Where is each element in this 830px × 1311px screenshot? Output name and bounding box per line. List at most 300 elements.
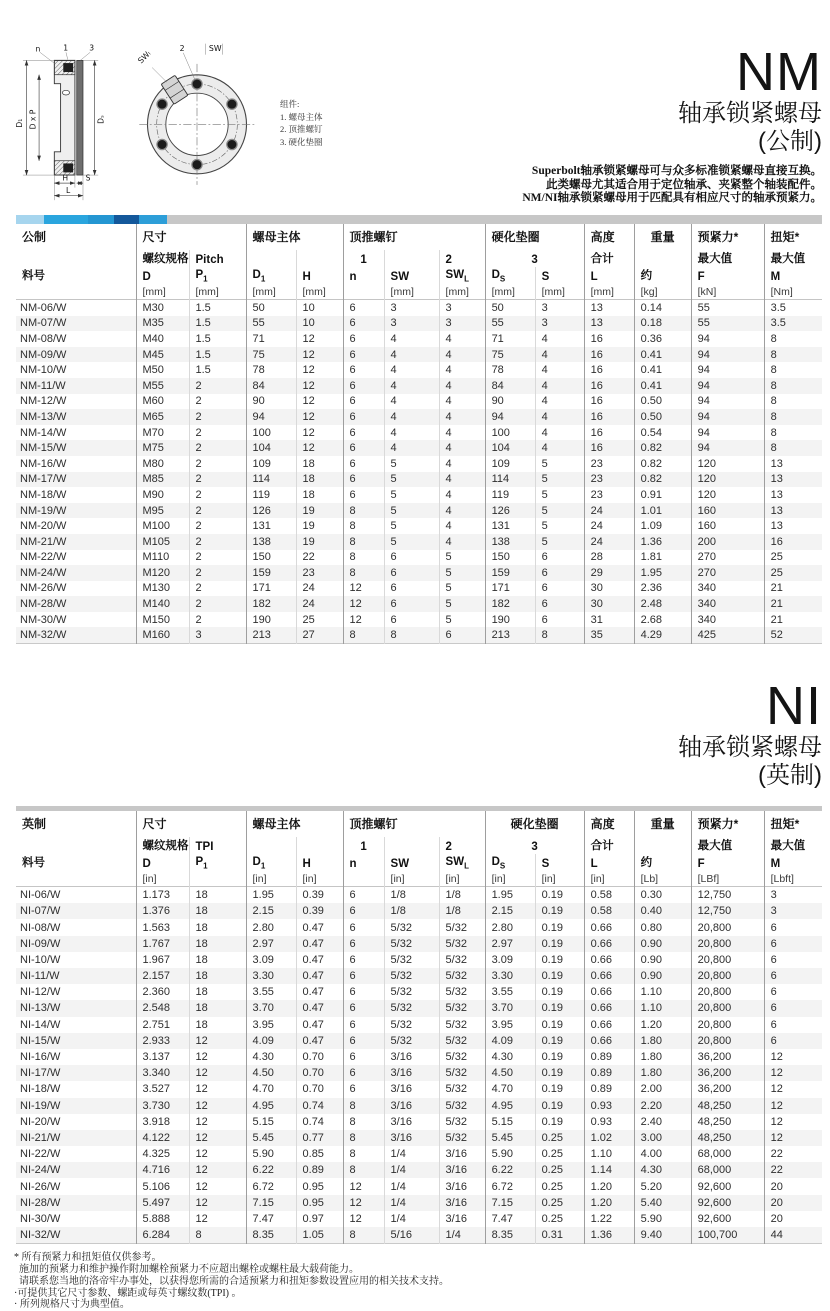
table-cell: 4 [535,409,584,425]
table-cell: 6 [343,472,384,488]
group-size: 尺寸 [136,811,246,837]
table-cell: 0.19 [535,936,584,952]
table-cell: 12 [189,1162,246,1178]
sub-no3: 3 [485,837,584,854]
table-cell: 12 [343,1211,384,1227]
table-cell: 2.548 [136,1000,189,1016]
footnote-line: 施加的预紧力和维护操作附加螺栓预紧力不应超出螺栓或螺柱最大载荷能力。 [19,1263,359,1275]
table-cell: 5.497 [136,1195,189,1211]
table-cell: 1.22 [584,1211,634,1227]
sub-total: 合计 [584,250,634,267]
table-cell: NI-28/W [20,1196,61,1209]
table-cell: 3 [384,316,439,332]
table-cell: NI-24/W [20,1164,61,1177]
table-row [16,581,822,597]
col-SWL: $SW_L$ [439,267,485,284]
table-cell: 3 [535,316,584,332]
brand-bar-segment [44,215,88,224]
table-cell: 5/16 [384,1227,439,1244]
nm-title-block [522,44,822,206]
table-cell: 12 [189,1049,246,1065]
table-cell: 0.89 [296,1162,343,1178]
table-cell: 0.47 [296,968,343,984]
table-cell: 94 [691,440,764,456]
table-cell: 0.93 [584,1098,634,1114]
table-cell: 8 [764,378,822,394]
table-cell: 94 [691,394,764,410]
table-cell: 3.30 [246,968,296,984]
table-cell: 12 [189,1065,246,1081]
table-cell: 2 [189,456,246,472]
table-cell: 25 [764,550,822,566]
table-cell: NM-14/W [20,426,67,439]
table-cell: 4 [384,378,439,394]
unit-mm: [mm] [439,284,485,300]
table-cell: 8 [343,1130,384,1146]
table-cell: 6 [535,596,584,612]
table-cell: 0.31 [535,1227,584,1244]
table-cell: 4 [439,394,485,410]
table-cell: M35 [136,316,189,332]
table-cell: 4.70 [485,1081,535,1097]
table-cell: 6 [764,1017,822,1033]
table-cell: 12 [189,1033,246,1049]
table-cell: 0.66 [584,1000,634,1016]
table-cell: 12 [189,1081,246,1097]
table-cell: 109 [246,456,296,472]
table-cell: 23 [584,472,634,488]
washer-section [77,60,83,175]
table-cell: 5/32 [439,919,485,935]
table-cell: 1/8 [439,887,485,904]
table-cell: 0.66 [584,1033,634,1049]
table-cell: M60 [136,394,189,410]
table-cell: 0.54 [634,425,691,441]
table-cell: 5/32 [439,984,485,1000]
label-1: 1 [63,43,69,53]
table-row [16,1195,822,1211]
table-cell: NM-30/W [20,613,67,626]
table-cell: NI-30/W [20,1212,61,1225]
table-cell: 5 [439,550,485,566]
table-cell: 6 [343,316,384,332]
ni-table-top-bar [16,806,822,811]
table-cell: 138 [246,534,296,550]
table-cell: 4 [535,362,584,378]
table-cell: 2.933 [136,1033,189,1049]
nm-table-body [16,300,822,644]
table-cell: 16 [584,362,634,378]
table-cell: 5 [384,487,439,503]
table-cell: 20 [764,1178,822,1194]
table-cell: 4 [439,331,485,347]
table-cell: 4 [535,425,584,441]
table-cell: 1.10 [584,1146,634,1162]
table-cell: 0.36 [634,331,691,347]
table-cell: 5 [535,456,584,472]
col-D1: $D_1$ [246,854,296,871]
unit-in: [in] [439,871,485,887]
table-cell: NI-10/W [20,953,61,966]
table-row [16,534,822,550]
table-row [16,1081,822,1097]
col-SW: SW [384,267,439,284]
table-cell: 36,200 [691,1065,764,1081]
table-cell: 13 [764,487,822,503]
table-cell: 9.40 [634,1227,691,1244]
table-cell: 6 [764,952,822,968]
table-row [16,919,822,935]
label-ds: Dₛ [96,115,106,124]
table-cell: 10 [296,300,343,316]
brand-bar-segment [139,215,167,224]
table-cell: 94 [691,347,764,363]
table-cell: 3 [764,887,822,904]
table-row [16,472,822,488]
table-cell: 12 [343,1195,384,1211]
table-cell: 5 [439,565,485,581]
group-torque: 扭矩* [764,811,822,837]
table-cell: 8 [764,362,822,378]
table-cell: 18 [189,952,246,968]
table-cell: 94 [246,409,296,425]
table-cell: M75 [136,440,189,456]
nm-table-top-bar [16,215,822,224]
table-cell: 0.70 [296,1065,343,1081]
table-cell: 150 [485,550,535,566]
table-cell: 8 [343,1114,384,1130]
table-cell: 3/16 [439,1146,485,1162]
group-nut-body: 螺母主体 [246,811,343,837]
table-cell: M70 [136,425,189,441]
jackbolt-bottom [63,163,73,172]
table-cell: 18 [189,887,246,904]
table-cell: 0.82 [634,456,691,472]
table-cell: M40 [136,331,189,347]
table-cell: 5 [439,596,485,612]
table-cell: 0.74 [296,1114,343,1130]
product-description: Superbolt轴承锁紧螺母可与众多标准锁紧螺母直接互换。 此类螺母尤其适合用于定位轴承、夹紧整个轴装配件。 NM/NI轴承锁紧螺母用于匹配具有相应尺寸的轴承预紧力。 [522,165,822,204]
table-cell: 8 [343,518,384,534]
table-cell: 6.72 [246,1178,296,1194]
table-cell: 13 [764,503,822,519]
unit-mm: [mm] [296,284,343,300]
col-H: H [296,854,343,871]
unit-in: [in] [485,871,535,887]
unit-system-nm: (公制) [758,128,822,155]
table-cell: 1.95 [246,887,296,904]
table-cell: 84 [246,378,296,394]
table-cell: 23 [584,487,634,503]
table-cell: 5 [384,456,439,472]
table-cell: 4 [439,456,485,472]
table-cell: 16 [584,409,634,425]
table-cell: 4.325 [136,1146,189,1162]
cross-section-diagram [14,38,126,210]
table-cell: 0.47 [296,919,343,935]
table-cell: 1.80 [634,1033,691,1049]
table-cell: 5/32 [439,1049,485,1065]
table-cell: 5 [535,487,584,503]
table-cell: 4 [384,394,439,410]
table-row [16,518,822,534]
table-cell: NM-06/W [20,301,67,314]
col-D: D [136,267,189,284]
table-cell: 3.30 [485,968,535,984]
table-cell: NM-22/W [20,551,67,564]
table-cell: 94 [691,378,764,394]
table-cell: 5/32 [439,1098,485,1114]
table-cell: NM-12/W [20,395,67,408]
legend-title: 组件: [280,99,300,109]
table-cell: 8 [343,1162,384,1178]
table-cell: 10 [296,316,343,332]
table-cell: 2.97 [246,936,296,952]
table-cell: 8 [343,550,384,566]
table-cell: 3.09 [485,952,535,968]
group-washer: 硬化垫圈 [485,224,584,250]
table-cell: 27 [296,627,343,643]
table-cell: 8 [764,425,822,441]
unit-mm: [mm] [384,284,439,300]
table-cell: 0.47 [296,952,343,968]
table-cell: 2.80 [246,919,296,935]
table-cell: 0.77 [296,1130,343,1146]
table-cell: 104 [485,440,535,456]
table-cell: 5 [535,503,584,519]
legend-item: 3. 硬化垫圈 [280,136,323,147]
col-n: n [343,854,384,871]
table-cell: 12 [343,1178,384,1194]
table-cell: 1.09 [634,518,691,534]
table-cell: 6 [343,487,384,503]
unit-in: [in] [384,871,439,887]
table-cell: 160 [691,503,764,519]
table-cell: 5/32 [384,968,439,984]
table-cell: M105 [136,534,189,550]
table-cell: 13 [764,472,822,488]
table-cell: 90 [485,394,535,410]
table-cell: 2 [189,425,246,441]
table-cell: 0.66 [584,952,634,968]
table-cell: 12 [764,1049,822,1065]
table-cell: 12 [189,1130,246,1146]
table-cell: 12 [189,1178,246,1194]
table-cell: 2.80 [485,919,535,935]
table-cell: 55 [485,316,535,332]
table-cell: 131 [246,518,296,534]
table-cell: 1.563 [136,919,189,935]
table-cell: NM-20/W [20,520,67,533]
table-cell: 2 [189,596,246,612]
table-cell: 5.888 [136,1211,189,1227]
table-cell: 3.918 [136,1114,189,1130]
col-D: D [136,854,189,871]
table-cell: 3/16 [384,1098,439,1114]
table-cell: 4.716 [136,1162,189,1178]
table-cell: 4 [439,409,485,425]
table-cell: 6 [384,581,439,597]
table-cell: 71 [246,331,296,347]
table-cell: 1.01 [634,503,691,519]
table-cell: 90 [246,394,296,410]
table-cell: 1/4 [439,1227,485,1244]
table-cell: 55 [691,300,764,316]
brand-bar-segment [88,215,114,224]
table-cell: 1/8 [384,887,439,904]
table-cell: 6 [343,1033,384,1049]
table-cell: 0.25 [535,1146,584,1162]
table-row [16,1114,822,1130]
table-cell: 3.95 [246,1017,296,1033]
table-cell: NM-10/W [20,364,67,377]
table-cell: 24 [584,503,634,519]
table-cell: M130 [136,581,189,597]
table-cell: 120 [691,487,764,503]
table-cell: 2 [189,581,246,597]
table-cell: 2.40 [634,1114,691,1130]
label-h: H [62,173,69,183]
unit-in: [in] [136,871,189,887]
table-cell: 100 [485,425,535,441]
table-cell: 6 [764,936,822,952]
table-cell: 0.25 [535,1195,584,1211]
table-cell: 0.19 [535,1033,584,1049]
sub-no1: 1 [343,837,384,854]
table-cell: 4.29 [634,627,691,643]
table-cell: 0.19 [535,1114,584,1130]
table-cell: 1.10 [634,984,691,1000]
table-cell: 12 [189,1195,246,1211]
table-cell: 3.5 [764,316,822,332]
table-cell: NM-08/W [20,332,67,345]
table-cell: 0.40 [634,903,691,919]
unit-mm: [mm] [246,284,296,300]
table-cell: 1/4 [384,1195,439,1211]
unit-mm: [mm] [584,284,634,300]
table-row [16,440,822,456]
table-cell: NM-13/W [20,410,67,423]
table-cell: 1/8 [384,903,439,919]
table-cell: 0.89 [584,1081,634,1097]
table-cell: 13 [764,456,822,472]
table-cell: 6 [343,903,384,919]
table-cell: 12 [189,1146,246,1162]
sub-max-f: 最大值 [691,837,764,854]
table-cell: 94 [485,409,535,425]
top-section [0,0,830,215]
table-cell: 4.30 [634,1162,691,1178]
table-cell: 4 [439,487,485,503]
jackbolt-top [63,63,73,72]
table-cell: 7.15 [485,1195,535,1211]
table-cell: 1.80 [634,1049,691,1065]
table-cell: 8 [764,394,822,410]
table-cell: 55 [691,316,764,332]
table-cell: 92,600 [691,1211,764,1227]
col-D1: $D_1$ [246,267,296,284]
col-F: F [691,267,764,284]
table-cell: 4 [384,440,439,456]
unit-LBf: [LBf] [691,871,764,887]
table-row [16,887,822,904]
table-cell: M160 [136,627,189,643]
table-cell: 4 [535,440,584,456]
table-cell: 0.14 [634,300,691,316]
table-cell: 6 [384,565,439,581]
table-cell: 21 [764,612,822,628]
unit-mm: [mm] [136,284,189,300]
table-cell: NM-16/W [20,457,67,470]
table-cell: 4 [439,425,485,441]
table-cell: 3.55 [246,984,296,1000]
table-cell: 1.20 [634,1017,691,1033]
table-cell: 8 [764,409,822,425]
table-cell: 16 [584,394,634,410]
table-cell: 18 [189,968,246,984]
footnote-line: ·可提供其它尺寸参数、螺距或每英寸螺纹数(TPI) 。 [14,1287,242,1299]
footnote-line: · 所列规格尺寸为典型值。 [14,1299,130,1311]
table-cell: 100,700 [691,1227,764,1244]
table-cell: 75 [246,347,296,363]
product-code-ni: NI [766,676,822,737]
table-cell: 5/32 [384,952,439,968]
col-SW: SW [384,854,439,871]
table-cell: 1.5 [189,362,246,378]
group-preload: 预紧力* [691,224,764,250]
table-cell: 0.47 [296,1017,343,1033]
table-cell: 4 [384,425,439,441]
table-cell: NM-21/W [20,535,67,548]
table-cell: 4.95 [246,1098,296,1114]
table-cell: 270 [691,565,764,581]
table-cell: 16 [764,534,822,550]
table-cell: 6 [343,1017,384,1033]
table-cell: NI-32/W [20,1229,61,1242]
table-cell: 120 [691,472,764,488]
table-cell: 340 [691,612,764,628]
col-M: M [764,854,822,871]
table-cell: 114 [485,472,535,488]
table-cell: M120 [136,565,189,581]
table-cell: 8 [343,1227,384,1244]
table-cell: 5/32 [384,1000,439,1016]
table-cell: 6 [343,300,384,316]
table-cell: 6 [343,984,384,1000]
brand-bar-segment [16,215,44,224]
table-cell: 3 [535,300,584,316]
col-H: H [296,267,343,284]
table-cell: 8 [343,503,384,519]
table-cell: 20,800 [691,1033,764,1049]
table-cell: 18 [189,1017,246,1033]
front-view-diagram [128,40,266,194]
table-cell: 0.47 [296,1033,343,1049]
table-cell: 3/16 [439,1195,485,1211]
table-cell: 8 [189,1227,246,1244]
table-row [16,1017,822,1033]
footnote-line: * 所有预紧力和扭矩值仅供参考。 [14,1252,162,1264]
table-cell: 0.19 [535,1049,584,1065]
table-cell: 2 [189,472,246,488]
table-cell: 5/32 [439,1130,485,1146]
table-cell: NM-19/W [20,504,67,517]
ni-table-header [16,811,822,887]
table-cell: 5.90 [246,1146,296,1162]
table-cell: 190 [246,612,296,628]
table-cell: 1/4 [384,1211,439,1227]
table-cell: 3/16 [384,1130,439,1146]
